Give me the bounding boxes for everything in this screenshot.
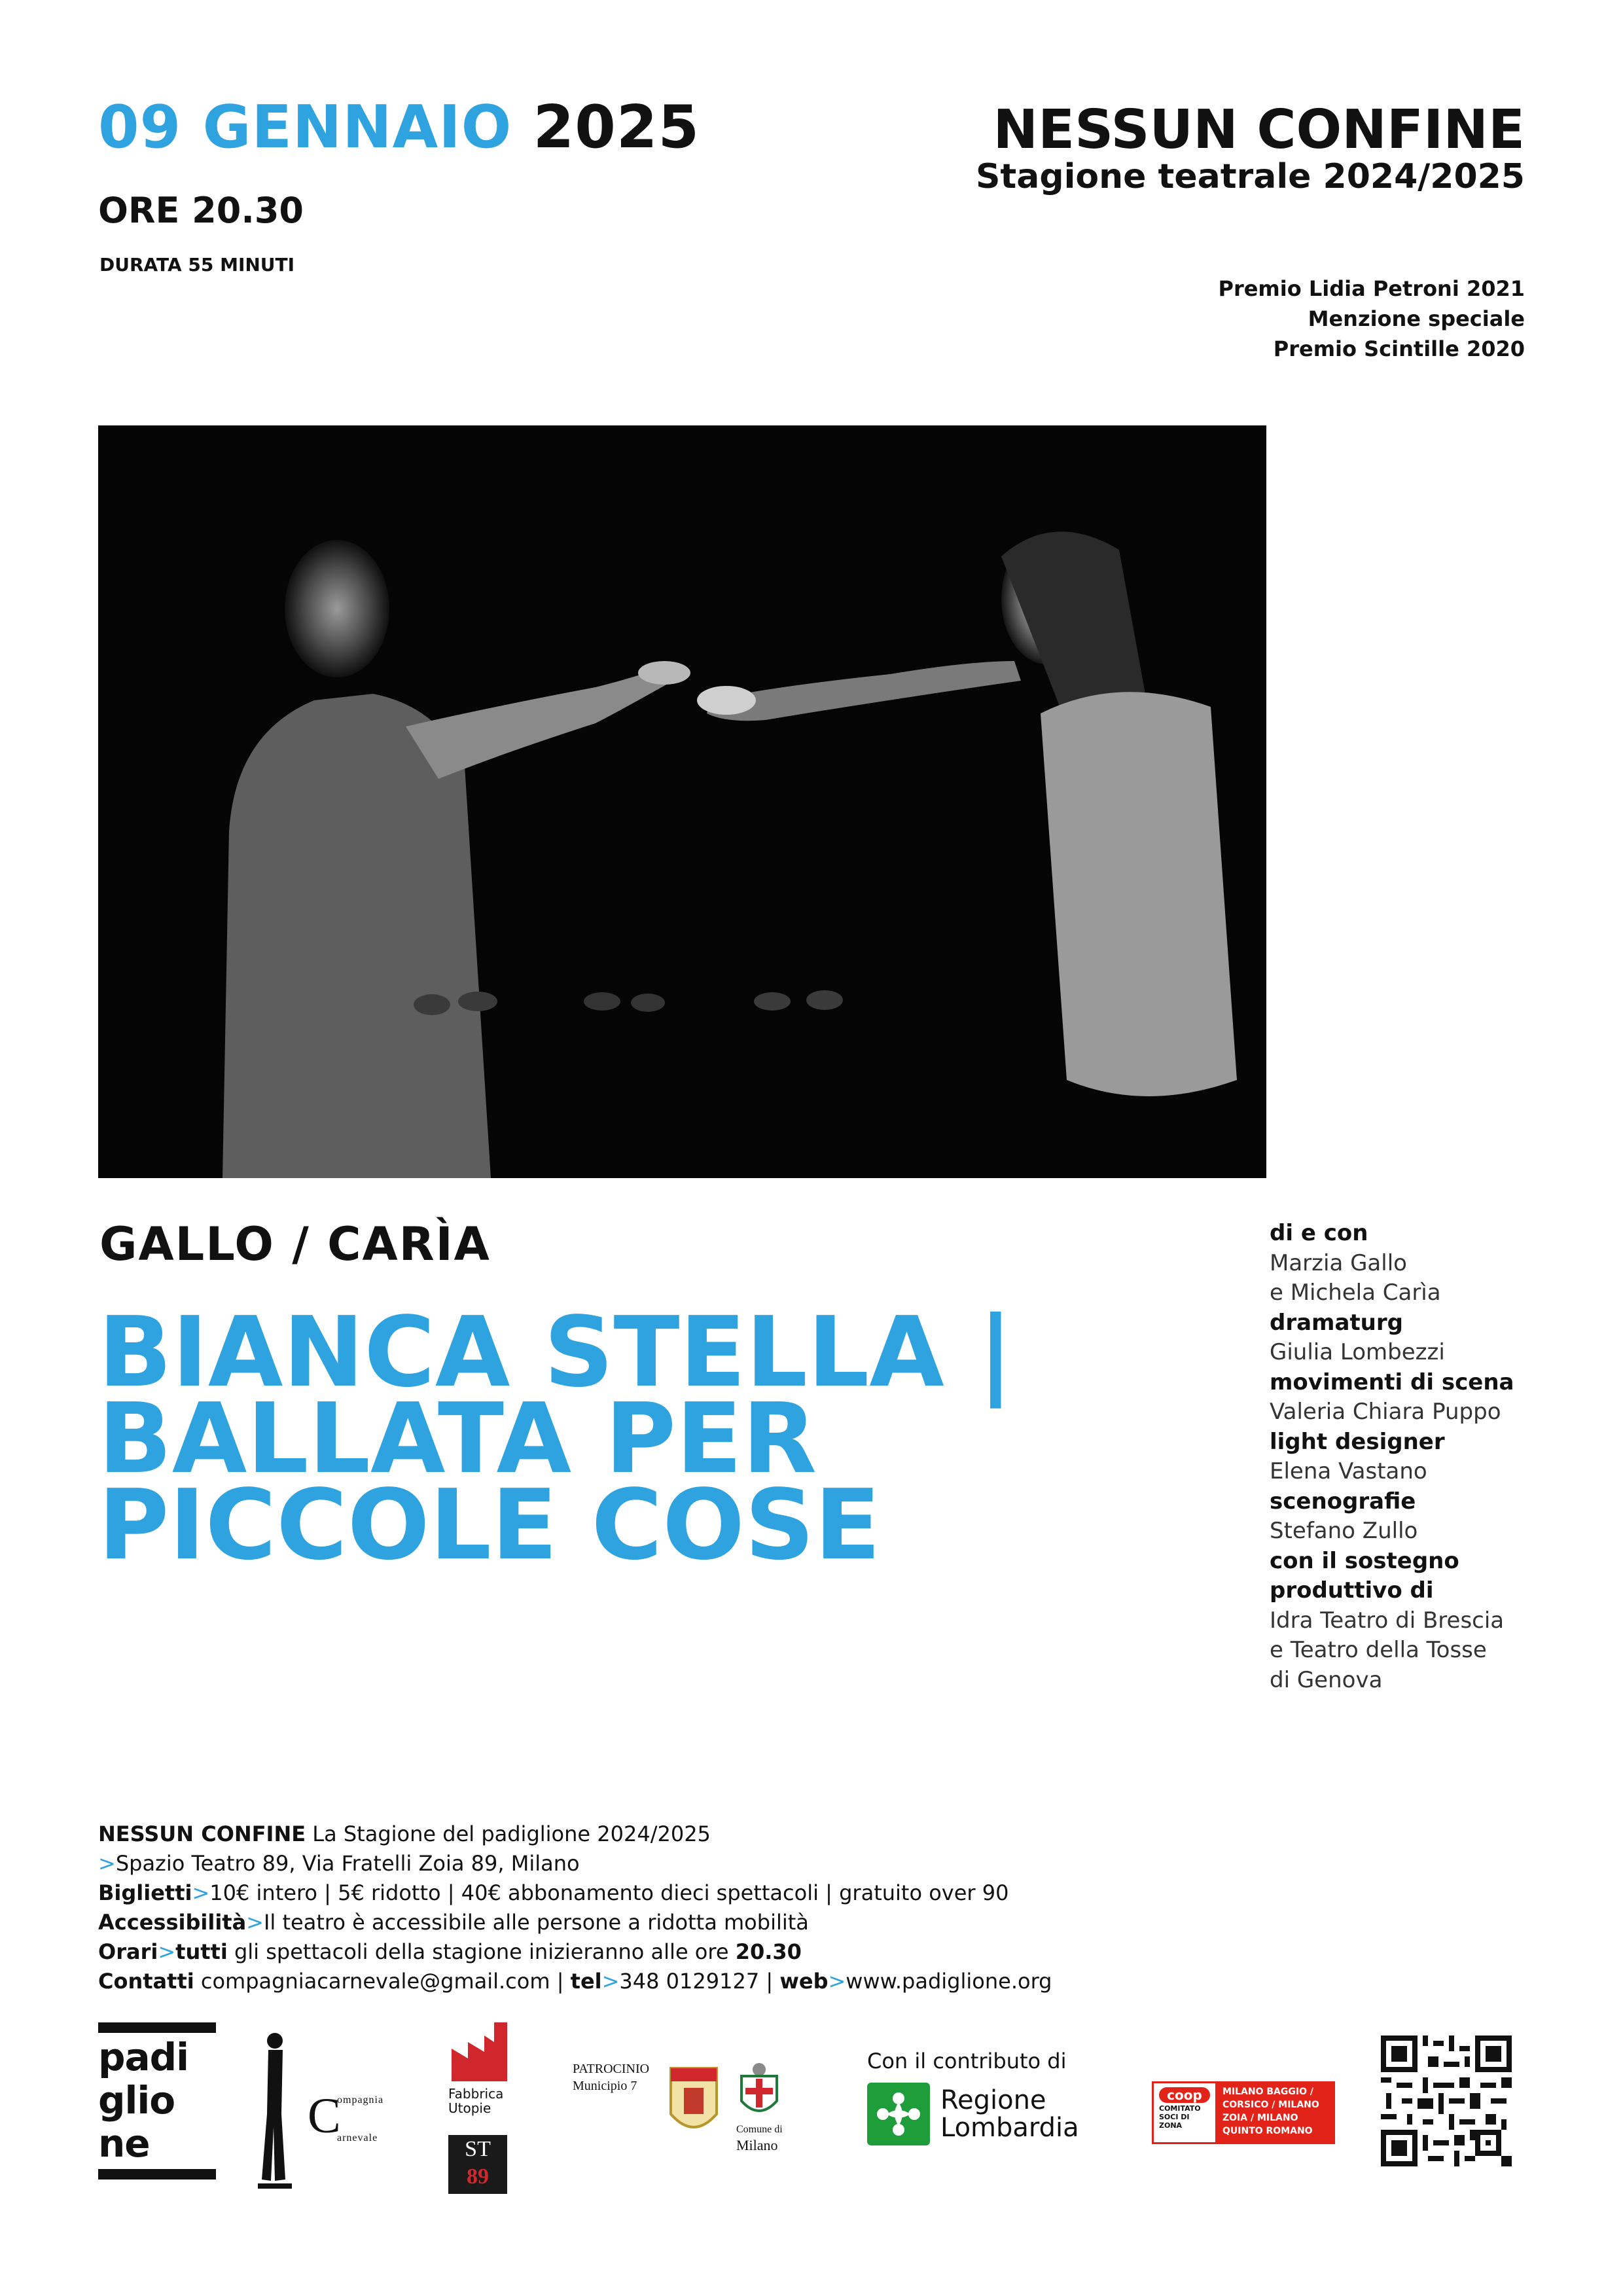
- logo-text: ZONA: [1159, 2121, 1183, 2130]
- logo-text: 89: [467, 2164, 489, 2189]
- logo-text: padi: [98, 2035, 189, 2079]
- show-title-line: BALLATA PER: [98, 1382, 817, 1495]
- show-title-line: BIANCA STELLA |: [98, 1296, 1014, 1408]
- credit-name: di Genova: [1270, 1666, 1383, 1693]
- info-hours-text: gli spettacoli della stagione inizieranno alle ore: [227, 1939, 736, 1964]
- qr-code-icon: [1381, 2036, 1512, 2166]
- info-hours-time: 20.30: [735, 1939, 802, 1964]
- logo-text: ne: [98, 2121, 150, 2166]
- separator: |: [759, 1969, 780, 1994]
- performance-photo-illustration: [98, 425, 1266, 1178]
- arrow-icon: >: [98, 1851, 116, 1876]
- contact-phone-link[interactable]: 348 0129127: [619, 1969, 760, 1994]
- logo-text: MILANO BAGGIO /: [1222, 2087, 1313, 2097]
- regione-mark: [867, 2083, 1116, 2155]
- event-date-year: 2025: [533, 93, 700, 162]
- rosa-camuna-icon: [867, 2083, 930, 2145]
- info-web-label: web: [779, 1969, 829, 1994]
- logo-text: C: [308, 2089, 341, 2144]
- coop-left-box: [1152, 2081, 1217, 2144]
- awards-list: [1218, 274, 1525, 364]
- event-duration: DURATA 55 MINUTI: [99, 254, 295, 276]
- season-title: NESSUN CONFINE: [993, 99, 1525, 161]
- info-access-text: Il teatro è accessibile alle persone a ridotta mobilità: [263, 1910, 809, 1935]
- credit-name: Idra Teatro di Brescia: [1270, 1607, 1505, 1634]
- regione-lombardia-logo: [867, 2049, 1116, 2179]
- logo-text: Utopie: [448, 2100, 491, 2116]
- credit-name: Giulia Lombezzi: [1270, 1339, 1445, 1365]
- contributo-label: Con il contributo di: [867, 2049, 1067, 2073]
- info-contacts-label: Contatti: [98, 1969, 194, 1994]
- logo-text: COMITATO: [1159, 2104, 1201, 2113]
- logo-text: CORSICO / MILANO: [1222, 2100, 1319, 2110]
- info-hours-bold: tutti: [175, 1939, 228, 1964]
- rosa-camuna-shape: [867, 2083, 930, 2145]
- logo-text: Fabbrica: [448, 2086, 504, 2102]
- contact-email-link[interactable]: compagniacarnevale@gmail.com |: [194, 1969, 571, 1994]
- performance-photo: [98, 425, 1266, 1178]
- info-hours-label: Orari: [98, 1939, 158, 1964]
- credits-list: [1270, 1219, 1564, 1695]
- credit-role: scenografie: [1270, 1488, 1416, 1515]
- logo-text: arnevale: [337, 2132, 378, 2144]
- info-tickets-label: Biglietti: [98, 1880, 192, 1905]
- factory-icon: [448, 2022, 514, 2081]
- st89-logo: [448, 2135, 507, 2194]
- coop-wordmark: coop: [1159, 2087, 1210, 2103]
- credit-name: Elena Vastano: [1270, 1458, 1427, 1484]
- arrow-icon: >: [158, 1939, 176, 1964]
- info-tickets: [98, 1878, 1052, 1908]
- logo-text: QUINTO ROMANO: [1222, 2126, 1313, 2136]
- info-season-name: NESSUN CONFINE: [98, 1821, 306, 1846]
- comune-label: Comune di: [736, 2124, 783, 2135]
- info-hours: [98, 1937, 1052, 1967]
- fabbrica-utopie-logo: [448, 2022, 514, 2193]
- logo-text: ompagnia: [337, 2094, 384, 2106]
- credit-role: di e con: [1270, 1220, 1368, 1246]
- info-contacts: [98, 1967, 1052, 1996]
- credit-role: dramaturg: [1270, 1309, 1403, 1336]
- event-date: [98, 93, 700, 162]
- credit-role: con il sostegno produttivo di: [1270, 1547, 1459, 1604]
- credit-name: Marzia Gallo: [1270, 1249, 1407, 1276]
- info-venue-text: Spazio Teatro 89, Via Fratelli Zoia 89, Milano: [115, 1851, 580, 1876]
- logo-text: ZOIA / MILANO: [1222, 2113, 1298, 2123]
- logo-bar: [98, 2022, 216, 2033]
- milano-label: Milano: [736, 2137, 778, 2153]
- info-season: [98, 1820, 1052, 1849]
- figure-icon: [249, 2029, 301, 2199]
- website-link[interactable]: www.padiglione.org: [846, 1969, 1052, 1994]
- municipio-crest-icon: [664, 2062, 723, 2147]
- coop-right-box: [1217, 2081, 1335, 2144]
- arrow-icon: >: [601, 1969, 620, 1994]
- regione-text: Lombardia: [940, 2113, 1079, 2143]
- patrocinio-logos: [573, 2062, 789, 2193]
- info-venue: [98, 1849, 1052, 1878]
- qr-code[interactable]: [1381, 2036, 1512, 2166]
- credit-name: e Michela Carìa: [1270, 1280, 1441, 1306]
- regione-text: Regione: [940, 2085, 1046, 2115]
- arrow-icon: >: [246, 1910, 264, 1935]
- patrocinio-label: PATROCINIO: [573, 2062, 650, 2076]
- info-accessibility: [98, 1908, 1052, 1937]
- event-info: [98, 1820, 1052, 1996]
- info-season-rest: La Stagione del padiglione 2024/2025: [306, 1821, 711, 1846]
- credit-role: light designer: [1270, 1428, 1445, 1455]
- milano-crest-icon: [736, 2062, 782, 2121]
- logo-text: glio: [98, 2078, 175, 2123]
- arrow-icon: >: [192, 1880, 210, 1905]
- event-date-day: 09 GENNAIO: [98, 93, 512, 162]
- info-tickets-text: 10€ intero | 5€ ridotto | 40€ abbonamento dieci spettacoli | gratuito over 90: [209, 1880, 1009, 1905]
- logo-text: ST: [465, 2137, 491, 2161]
- credit-name: Valeria Chiara Puppo: [1270, 1399, 1501, 1425]
- sponsor-logos: [98, 2022, 1525, 2206]
- award-line: Premio Scintille 2020: [1273, 336, 1525, 361]
- logo-text: SOCI DI: [1159, 2113, 1190, 2121]
- award-line: Menzione speciale: [1308, 306, 1525, 331]
- show-title-line: PICCOLE COSE: [98, 1469, 881, 1581]
- credit-role: movimenti di scena: [1270, 1369, 1514, 1395]
- award-line: Premio Lidia Petroni 2021: [1218, 276, 1525, 301]
- season-subtitle: Stagione teatrale 2024/2025: [975, 157, 1525, 196]
- arrow-icon: >: [828, 1969, 846, 1994]
- municipio-label: Municipio 7: [573, 2079, 637, 2093]
- show-title: [98, 1296, 1145, 1581]
- event-time: ORE 20.30: [98, 190, 304, 231]
- logo-bar: [98, 2169, 216, 2179]
- info-tel-label: tel: [570, 1969, 602, 1994]
- padiglione-logo: [98, 2022, 216, 2182]
- info-access-label: Accessibilità: [98, 1910, 247, 1935]
- compagnia-carnevale-logo: [249, 2029, 438, 2199]
- company-name: GALLO / CARÌA: [99, 1217, 491, 1271]
- credit-name: e Teatro della Tosse: [1270, 1637, 1487, 1663]
- coop-logo: [1152, 2081, 1335, 2147]
- credit-name: Stefano Zullo: [1270, 1518, 1418, 1544]
